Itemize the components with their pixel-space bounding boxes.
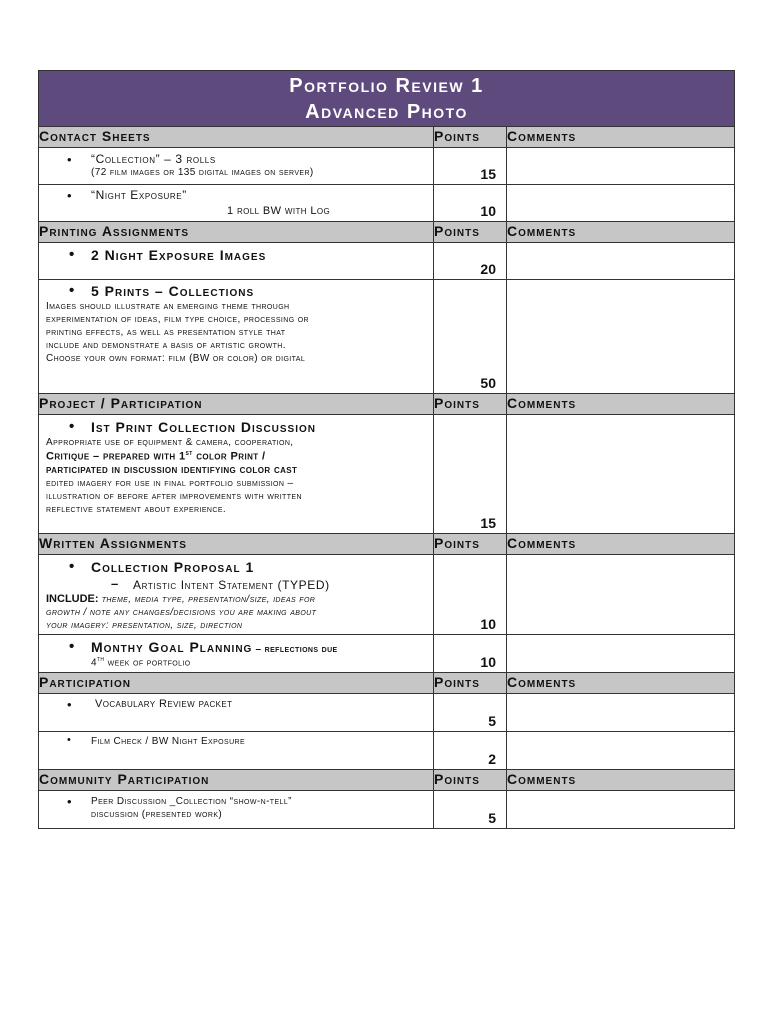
bullet-icon: • — [67, 697, 72, 712]
superscript: st — [185, 450, 193, 457]
points-value: 5 — [434, 791, 507, 829]
item-description — [39, 791, 434, 829]
week-text: week of portfolio — [104, 657, 191, 669]
bullet-icon: • — [69, 418, 75, 435]
table-row — [39, 791, 735, 829]
item-title: Ist Print Collection Discussion — [91, 419, 317, 435]
section-header-community-participation — [39, 770, 735, 791]
item-description — [39, 635, 434, 673]
item-description — [39, 185, 434, 222]
points-value: 10 — [434, 555, 507, 635]
section-title: Participation — [39, 673, 434, 694]
bullet-icon: • — [67, 152, 72, 167]
include-text: theme, media type, presentation/size, ideas for — [98, 594, 316, 605]
item-description — [39, 415, 434, 534]
section-header-participation — [39, 673, 735, 694]
points-header: Points — [434, 394, 507, 415]
section-title: Community Participation — [39, 770, 434, 791]
bullet-icon: • — [69, 246, 75, 263]
item-detail: printing effects, as well as presentation style that — [46, 327, 286, 338]
points-header: Points — [434, 673, 507, 694]
item-detail: include and demonstrate a basis of artistic growth. — [46, 340, 286, 351]
item-detail: experimentation of ideas, film type choice, processing or — [46, 314, 310, 325]
bullet-icon: • — [67, 734, 71, 746]
points-value: 2 — [434, 732, 507, 770]
table-row — [39, 555, 735, 635]
comment-cell — [507, 732, 735, 770]
document-title — [39, 71, 735, 127]
comment-cell — [507, 280, 735, 394]
bullet-icon: • — [69, 638, 75, 655]
points-value: 15 — [434, 415, 507, 534]
points-value: 50 — [434, 280, 507, 394]
item-title: Peer Discussion _Collection “show-n-tell” — [91, 796, 292, 807]
points-header: Points — [434, 127, 507, 148]
table-row — [39, 415, 735, 534]
comment-cell — [507, 694, 735, 732]
item-title: 5 Prints – Collections — [91, 283, 255, 299]
item-detail: participated in discussion identifying color cast — [46, 464, 298, 476]
comments-header: Comments — [507, 222, 735, 243]
title-line-2: Advanced Photo — [305, 101, 468, 123]
comment-cell — [507, 243, 735, 280]
section-title: Written Assignments — [39, 534, 434, 555]
week-number: 4 — [91, 657, 97, 669]
table-row — [39, 732, 735, 770]
table-row — [39, 148, 735, 185]
section-title: Contact Sheets — [39, 127, 434, 148]
section-header-project-participation — [39, 394, 735, 415]
item-detail — [46, 450, 265, 463]
comments-header: Comments — [507, 770, 735, 791]
points-header: Points — [434, 222, 507, 243]
comment-cell — [507, 415, 735, 534]
item-heading-tail: – reflections due — [252, 644, 338, 655]
item-detail: 1 roll BW with Log — [227, 205, 331, 217]
item-detail: edited imagery for use in final portfolio submission – — [46, 478, 294, 489]
include-label: INCLUDE: — [46, 593, 99, 605]
table-row — [39, 243, 735, 280]
item-detail — [46, 593, 315, 605]
comment-cell — [507, 148, 735, 185]
item-title: Collection Proposal 1 — [91, 559, 255, 575]
section-header-written-assignments — [39, 534, 735, 555]
item-subtitle: Artistic Intent Statement (TYPED) — [133, 578, 330, 592]
points-header: Points — [434, 770, 507, 791]
comments-header: Comments — [507, 673, 735, 694]
comment-cell — [507, 791, 735, 829]
bullet-icon: • — [67, 794, 72, 809]
item-title — [91, 639, 338, 657]
points-value: 15 — [434, 148, 507, 185]
item-detail: your imagery: presentation, size, direction — [46, 620, 243, 631]
item-detail: Images should illustrate an emerging theme through — [46, 301, 290, 312]
table-row — [39, 280, 735, 394]
item-description — [39, 243, 434, 280]
item-title: Vocabulary Review packet — [95, 698, 233, 710]
comment-cell — [507, 555, 735, 635]
bullet-icon: • — [69, 282, 75, 299]
item-title: 2 Night Exposure Images — [91, 247, 267, 263]
item-title: Film Check / BW Night Exposure — [91, 736, 246, 747]
item-description — [39, 694, 434, 732]
dash-icon: – — [111, 576, 119, 591]
item-detail: reflective statement about experience. — [46, 504, 227, 515]
item-description — [39, 555, 434, 635]
item-detail: Appropriate use of equipment & camera, cooperation, — [46, 437, 294, 448]
section-title: Project / Participation — [39, 394, 434, 415]
section-header-contact-sheets — [39, 127, 735, 148]
points-value: 10 — [434, 185, 507, 222]
item-heading: Monthy Goal Planning — [91, 639, 253, 655]
comments-header: Comments — [507, 127, 735, 148]
table-row — [39, 694, 735, 732]
item-description — [39, 732, 434, 770]
section-header-printing-assignments — [39, 222, 735, 243]
item-title: “Collection” – 3 rolls — [91, 152, 216, 166]
item-description — [39, 280, 434, 394]
item-detail — [91, 656, 191, 668]
item-detail: growth / note any changes/decisions you are making about — [46, 607, 317, 618]
table-row — [39, 635, 735, 673]
superscript: th — [96, 656, 105, 663]
bullet-icon: • — [67, 188, 72, 203]
item-detail: discussion (presented work) — [91, 809, 223, 820]
portfolio-review-table — [38, 70, 735, 829]
comment-cell — [507, 185, 735, 222]
points-value: 5 — [434, 694, 507, 732]
critique-text: Critique – prepared with 1 — [46, 450, 186, 463]
bullet-icon: • — [69, 558, 75, 575]
comment-cell — [507, 635, 735, 673]
item-detail: (72 film images or 135 digital images on server) — [91, 167, 314, 178]
table-row — [39, 185, 735, 222]
critique-text-tail: color Print / — [192, 450, 266, 463]
comments-header: Comments — [507, 394, 735, 415]
points-value: 10 — [434, 635, 507, 673]
points-header: Points — [434, 534, 507, 555]
item-detail: Choose your own format: film (BW or color) or digital — [46, 353, 306, 364]
points-value: 20 — [434, 243, 507, 280]
title-line-1: Portfolio Review 1 — [289, 75, 484, 97]
comments-header: Comments — [507, 534, 735, 555]
section-title: Printing Assignments — [39, 222, 434, 243]
item-title: “Night Exposure” — [91, 188, 187, 202]
item-description — [39, 148, 434, 185]
item-detail: illustration of before after improvements with written — [46, 491, 302, 502]
